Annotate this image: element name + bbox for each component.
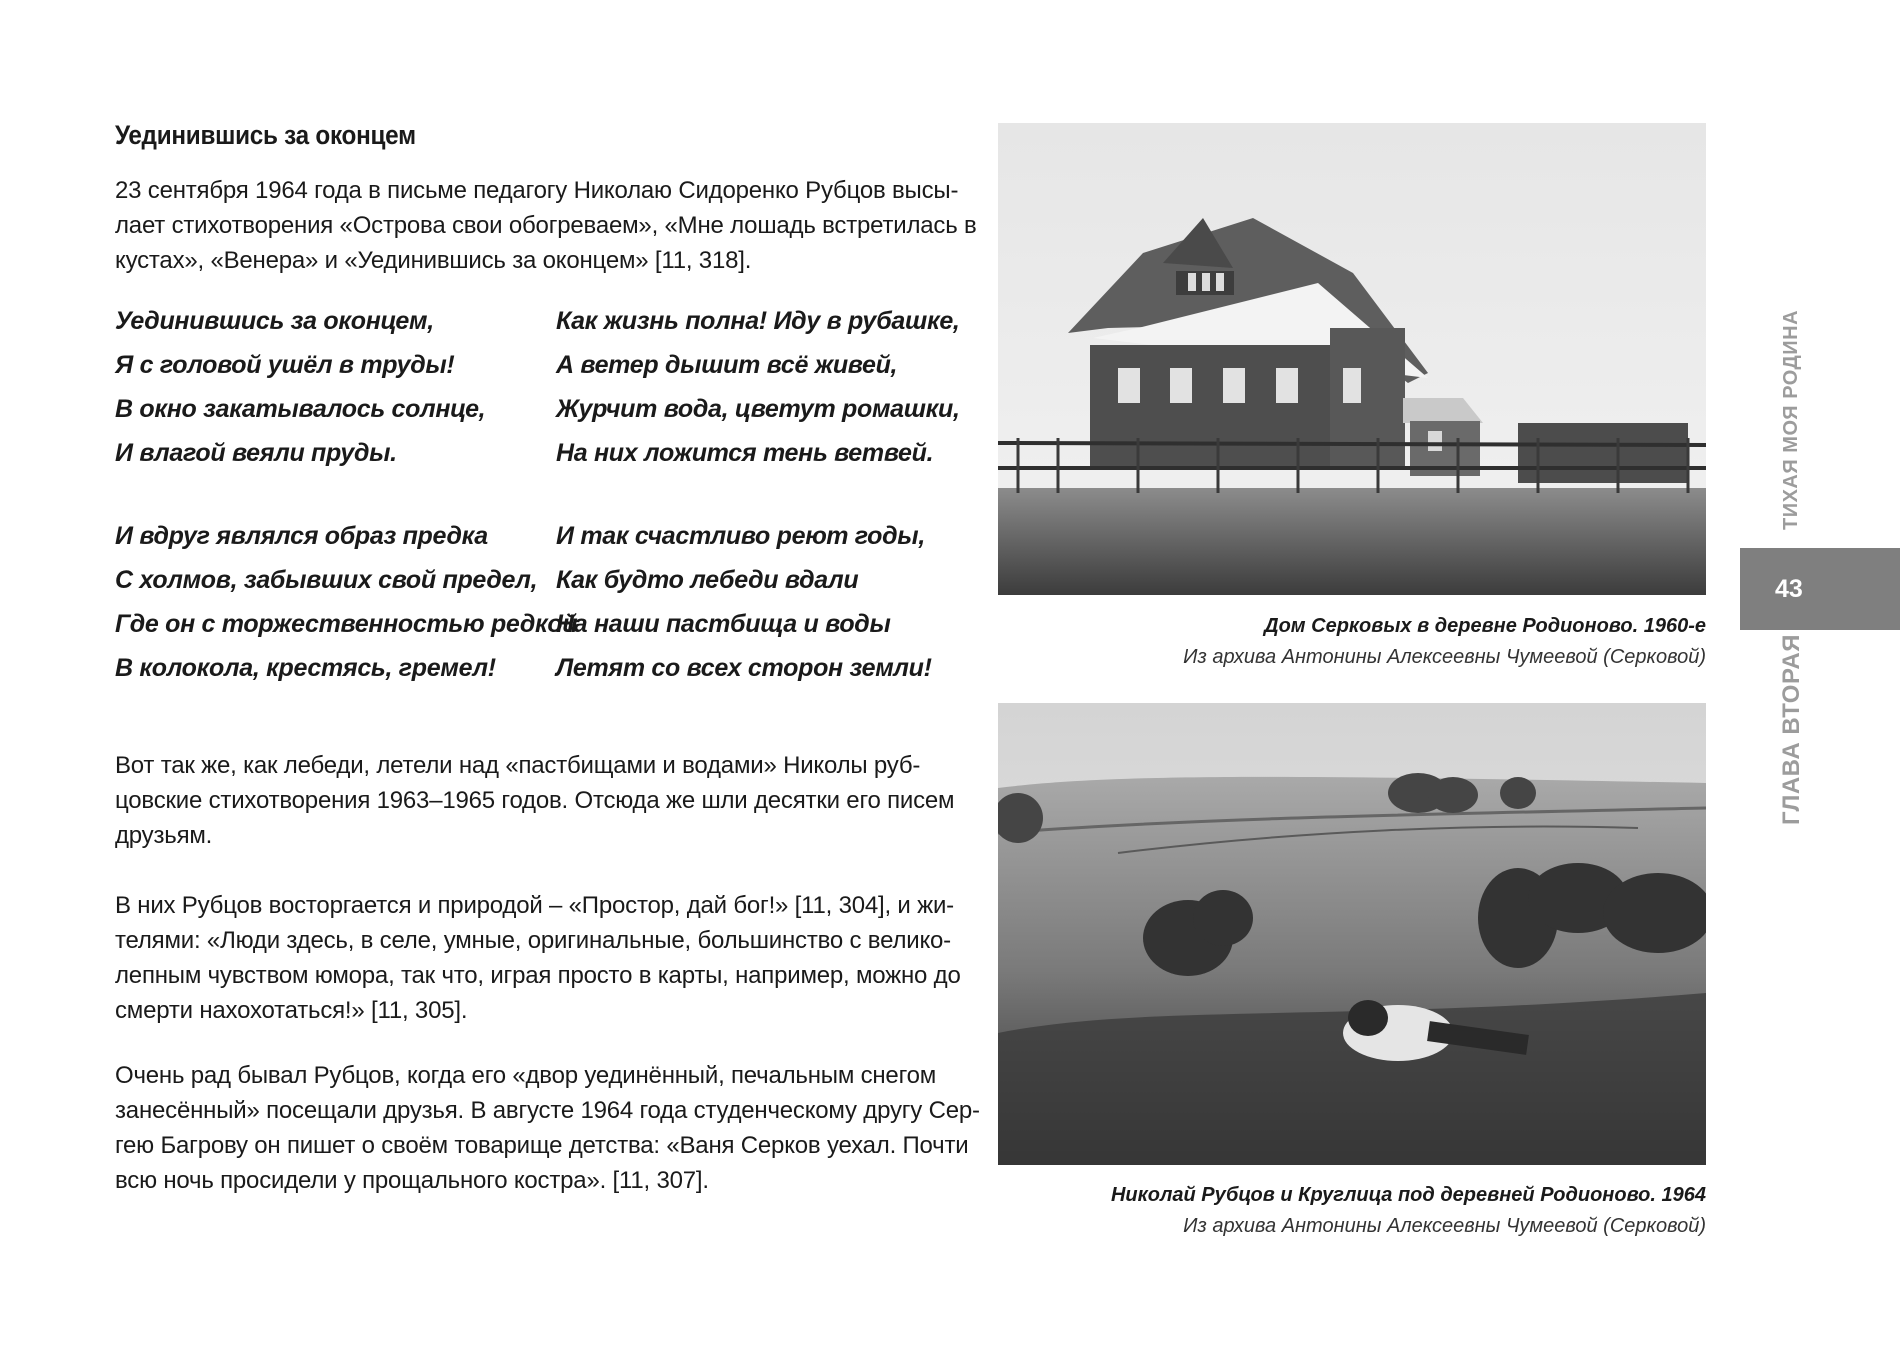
text-line: цовские стихотворения 1963–1965 годов. Отсюда же шли десятки его писем: [115, 787, 955, 814]
text-line: лепным чувством юмора, так что, играя просто в карты, например, можно до: [115, 962, 961, 989]
poem-stanza: [556, 299, 960, 475]
text-line: гею Багрову он пишет о своём товарище детства: «Ваня Серков уехал. Почти: [115, 1132, 969, 1159]
text-line: 23 сентября 1964 года в письме педагогу Николаю Сидоренко Рубцов высы-: [115, 177, 959, 204]
poem-line: Я с головой ушёл в труды!: [115, 351, 455, 379]
text-line: всю ночь просидели у прощального костра». [11, 307].: [115, 1167, 709, 1194]
text-line: занесённый» посещали друзья. В августе 1964 года студенческому другу Сер-: [115, 1097, 980, 1124]
poem-line: С холмов, забывших свой предел,: [115, 566, 538, 594]
field-photo-caption: [1111, 1180, 1706, 1242]
body-paragraph: [115, 748, 955, 853]
poem-line: А ветер дышит всё живей,: [556, 351, 898, 379]
section-title: Уединившись за оконцем: [115, 120, 416, 150]
poem-line: В колокола, крестясь, гремел!: [115, 654, 496, 682]
text-line: друзьям.: [115, 822, 213, 849]
text-line: смерти нахохотаться!» [11, 305].: [115, 997, 468, 1024]
intro-paragraph: [115, 173, 977, 278]
caption-title: Николай Рубцов и Круглица под деревней Родионово. 1964: [1110, 1184, 1706, 1206]
poem-line: Летят со всех сторон земли!: [556, 654, 932, 682]
poem-stanza: [556, 514, 932, 690]
caption-title: Дом Серковых в деревне Родионово. 1960-е: [1264, 615, 1706, 637]
caption-source: Из архива Антонины Алексеевны Чумеевой (Серковой): [1183, 646, 1706, 668]
poem-line: Как будто лебеди вдали: [556, 566, 859, 594]
caption-source: Из архива Антонины Алексеевны Чумеевой (Серковой): [1183, 1215, 1706, 1237]
poem-line: Как жизнь полна! Иду в рубашке,: [556, 307, 960, 335]
poem-line: И влагой веяли пруды.: [115, 439, 397, 467]
field-photo-image: [998, 703, 1706, 1165]
poem-line: Журчит вода, цветут ромашки,: [556, 395, 960, 423]
poem-line: И так счастливо реют годы,: [556, 522, 926, 550]
poem-line: Где он с торжественностью редкой: [115, 610, 578, 638]
poem-line: На них ложится тень ветвей.: [556, 439, 934, 467]
poem-stanza: [115, 299, 485, 475]
house-photo-image: [998, 123, 1706, 595]
text-line: Вот так же, как лебеди, летели над «пастбищами и водами» Николы руб-: [115, 752, 921, 779]
text-line: В них Рубцов восторгается и природой – «Простор, дай бог!» [11, 304], и жи-: [115, 892, 954, 919]
body-paragraph: [115, 888, 961, 1028]
text-line: телями: «Люди здесь, в селе, умные, оригинальные, большинство с велико-: [115, 927, 951, 954]
poem-stanza: [115, 514, 577, 690]
text-line: лает стихотворения «Острова свои обогреваем», «Мне лошадь встретилась в: [115, 212, 977, 239]
page-number: 43: [1740, 548, 1900, 630]
chapter-label: ГЛАВА ВТОРАЯ: [1778, 634, 1805, 825]
poem-line: На наши пастбища и воды: [556, 610, 891, 638]
poem-line: Уединившись за оконцем,: [115, 307, 434, 335]
text-line: Очень рад бывал Рубцов, когда его «двор уединённый, печальным снегом: [115, 1062, 937, 1089]
field-photo: [998, 703, 1706, 1165]
text-line: кустах», «Венера» и «Уединившись за оконцем» [11, 318].: [115, 247, 752, 274]
body-paragraph: [115, 1058, 980, 1198]
poem-line: В окно закатывалось солнце,: [115, 395, 486, 423]
book-title: ТИХАЯ МОЯ РОДИНА: [1780, 309, 1802, 530]
house-photo: [998, 123, 1706, 595]
poem-line: И вдруг являлся образ предка: [115, 522, 488, 550]
house-photo-caption: [1183, 611, 1706, 673]
